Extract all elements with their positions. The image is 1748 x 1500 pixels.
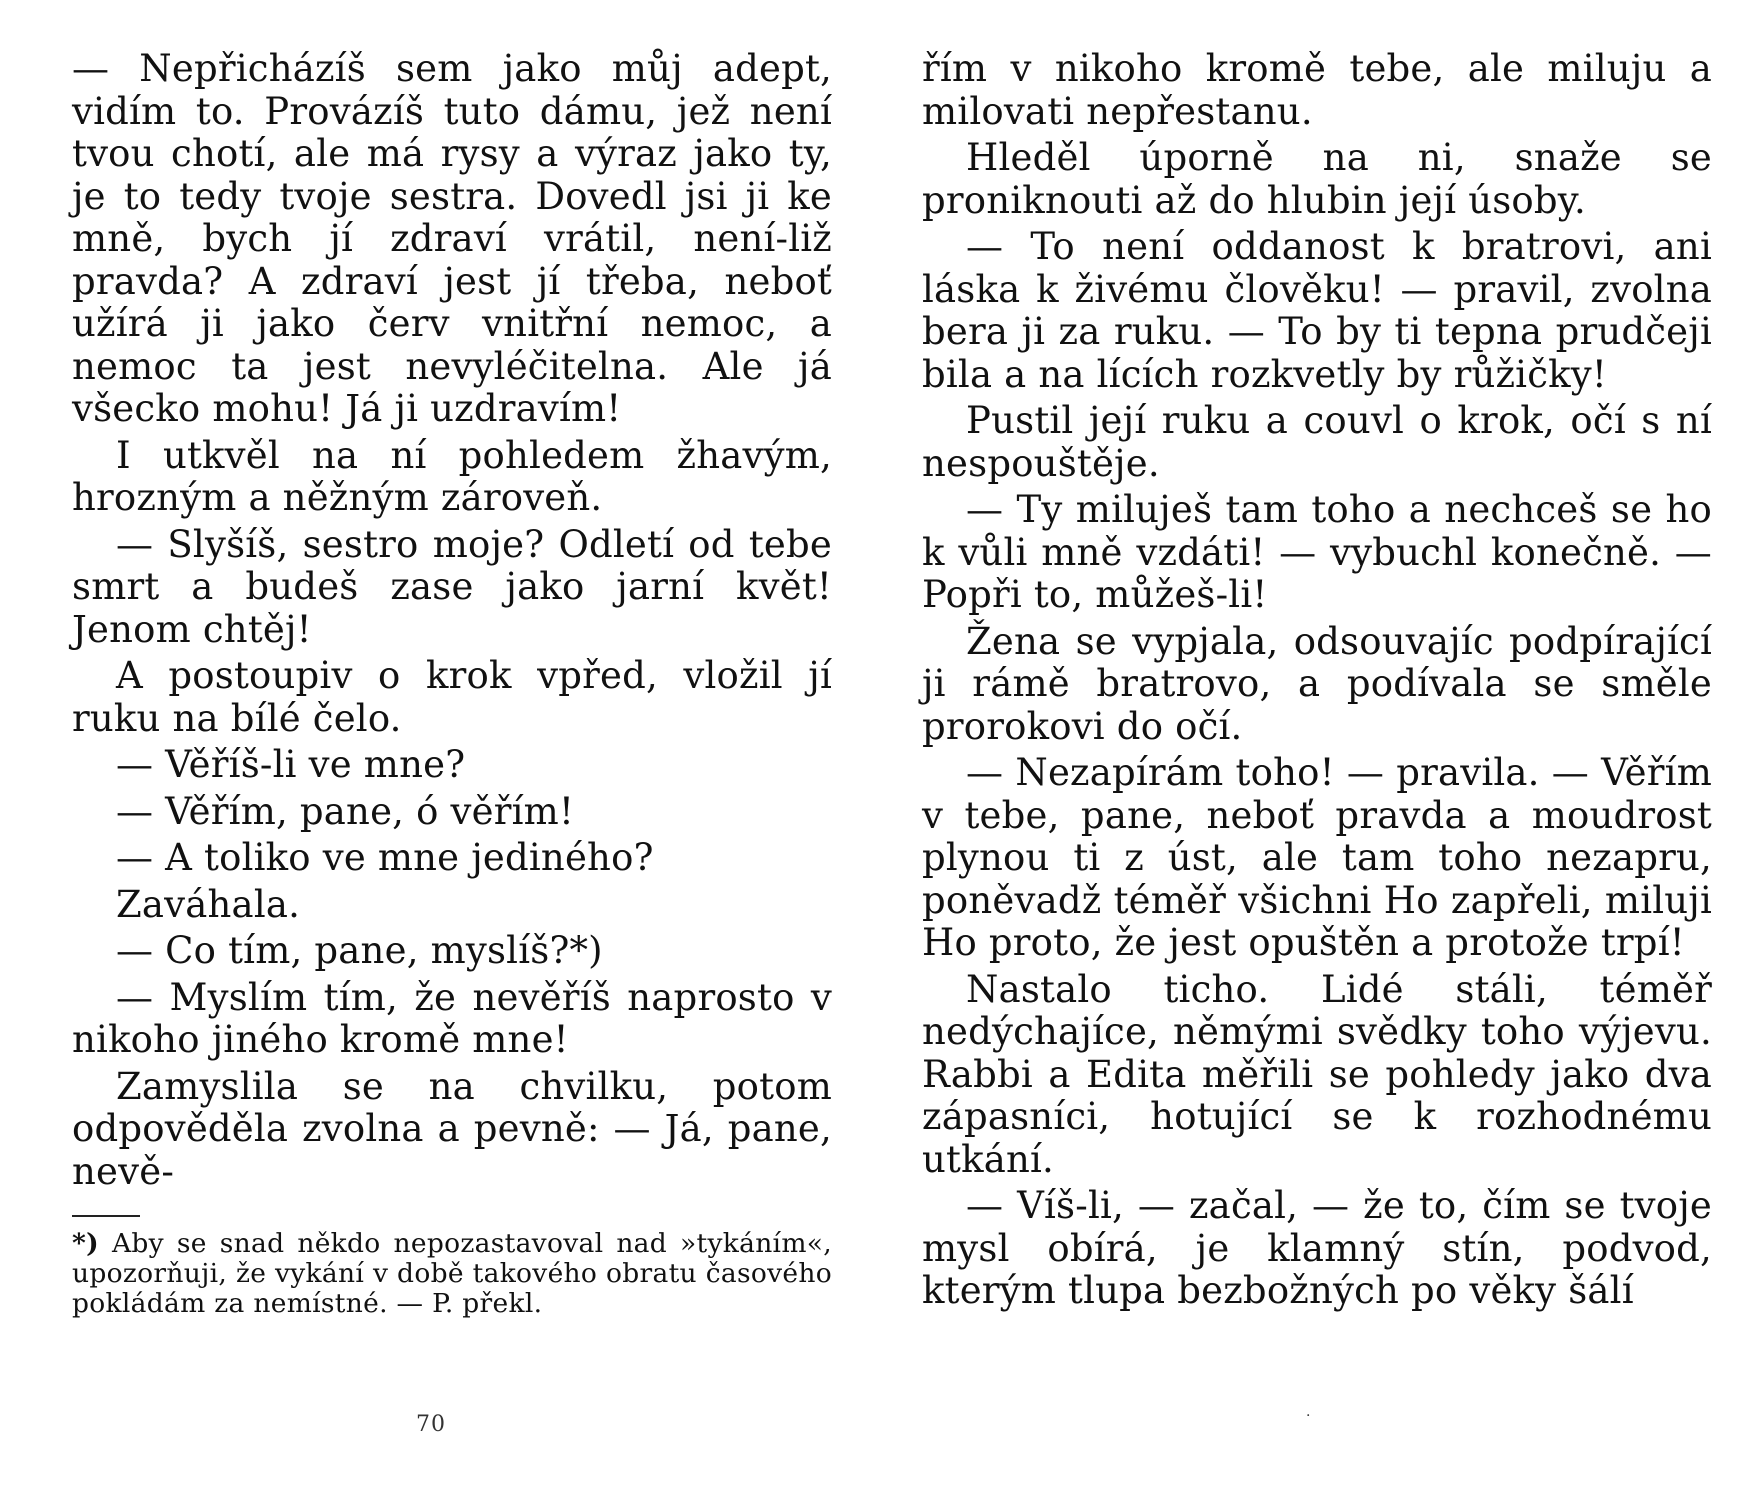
paragraph: — Nezapírám toho! — pravila. — Věřím v tebe, pane, neboť pravda a moudrost plynou ti z úst, ale tam toho nezapru, poněvadž téměř všichni Ho zapřeli, miluji Ho proto, že jest opuštěn a protože trpí! xyxy=(922,751,1712,964)
paragraph: Žena se vypjala, odsouvajíc podpírající ji rámě bratrovo, a podívala se směle prorokovi do očí. xyxy=(922,619,1712,748)
paragraph: — Věříš-li ve mne? xyxy=(116,743,466,786)
footnote-divider xyxy=(72,1215,140,1217)
page-number-right: · xyxy=(1306,1408,1312,1424)
page-number-left: 70 xyxy=(416,1412,446,1437)
paragraph: — Nepřicházíš sem jako můj adept, vidím to. Provázíš tuto dámu, jež není tvou chotí, ale má rysy a výraz jako ty, je to tedy tvoje sestra. Dovedl jsi ji ke mně, bych jí zdraví vrátil, není-liž pravda? A zdraví jest jí třeba, neboť užírá ji jako červ vnitřní nemoc, a nemoc ta jest nevyléčitelna. Ale já všecko mohu! Já ji uzdravím! xyxy=(72,47,832,430)
paragraph: — To není oddanost k bratrovi, ani láska k živému člověku! — pravil, zvolna bera ji za ruku. — To by ti tepna prudčeji bila a na lících rozkvetly by růžičky! xyxy=(922,225,1712,396)
paragraph: řím v nikoho kromě tebe, ale miluju a milovati nepřestanu. xyxy=(922,47,1712,133)
paragraph: — A toliko ve mne jediného? xyxy=(116,836,654,879)
paragraph: A postoupiv o krok vpřed, vložil jí ruku na bílé čelo. xyxy=(72,654,832,740)
paragraph: Pustil její ruku a couvl o krok, očí s ní nespouštěje. xyxy=(922,399,1712,485)
paragraph: — Slyšíš, sestro moje? Odletí od tebe smrt a budeš zase jako jarní květ! Jenom chtěj! xyxy=(72,522,832,651)
paragraph: Hleděl úporně na ni, snaže se proniknouti až do hlubin její úsoby. xyxy=(922,136,1712,222)
paragraph: Zamyslila se na chvilku, potom odpověděla zvolna a pevně: — Já, pane, nevě- xyxy=(72,1064,832,1193)
paragraph: — Co tím, pane, myslíš?*) xyxy=(116,929,603,972)
right-page xyxy=(922,48,1712,1317)
footnote-text: Aby se snad někdo nepozastavoval nad »tykáním«, upozorňuji, že vykání v době takového obratu časového pokládám za nemístné. — P. překl. xyxy=(72,1228,832,1319)
footnote-mark: *) xyxy=(72,1228,99,1259)
paragraph: — Věřím, pane, ó věřím! xyxy=(116,789,575,833)
paragraph: I utkvěl na ní pohledem žhavým, hrozným a něžným zároveň. xyxy=(72,433,832,519)
paragraph: Nastalo ticho. Lidé stáli, téměř nedýchajíce, němými svědky toho výjevu. Rabbi a Edita měřili se pohledy jako dva zápasníci, hotující se k rozhodnému utkání. xyxy=(922,967,1712,1181)
paragraph: — Víš-li, — začal, — že to, čím se tvoje mysl obírá, je klamný stín, podvod, kterým tlupa bezbožných po věky šálí xyxy=(922,1184,1712,1312)
paragraph: Zaváhala. xyxy=(116,882,301,926)
paragraph: — Ty miluješ tam toho a nechceš se ho k vůli mně vzdáti! — vybuchl konečně. — Popři to, můžeš-li! xyxy=(922,488,1712,616)
left-page xyxy=(72,48,832,1319)
paragraph: — Myslím tím, že nevěříš naprosto v nikoho jiného kromě mne! xyxy=(72,975,832,1061)
footnote xyxy=(72,1229,832,1319)
